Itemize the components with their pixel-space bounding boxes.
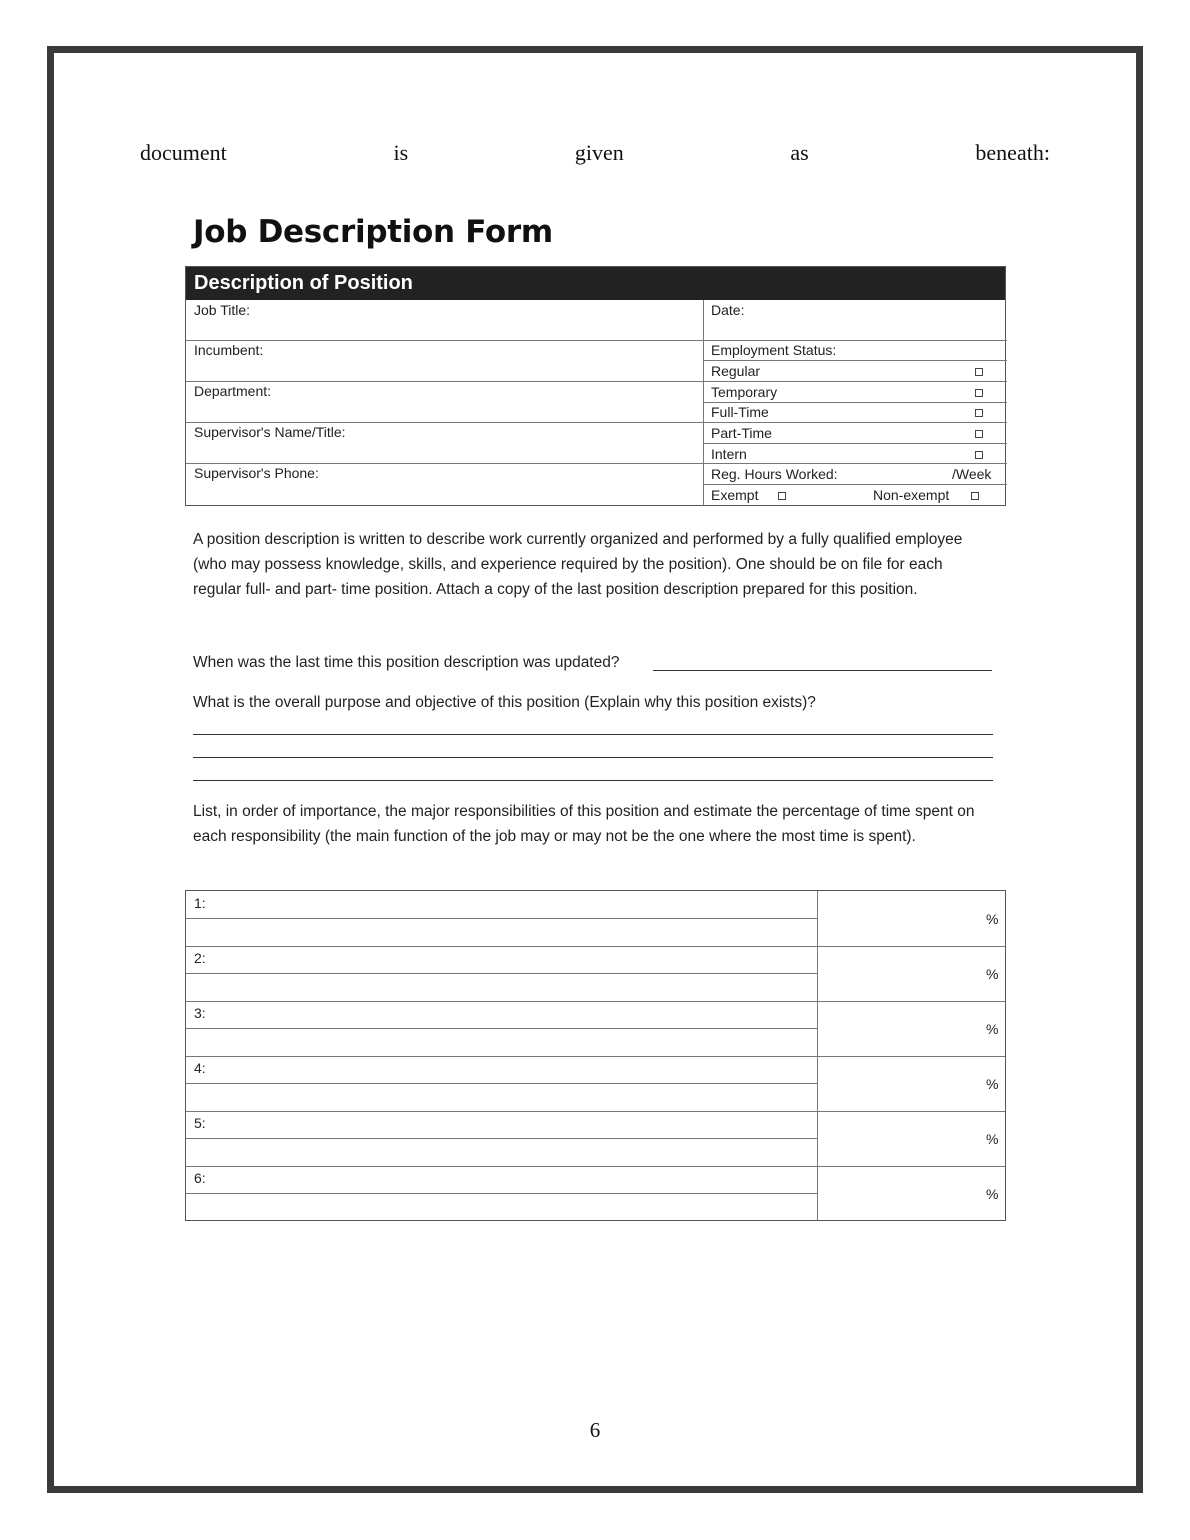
exempt-checkbox[interactable] bbox=[778, 492, 786, 500]
hours-unit: /Week bbox=[952, 466, 992, 482]
purpose-question: What is the overall purpose and objective of this position (Explain why this position exists)? bbox=[193, 694, 816, 711]
row-divider bbox=[703, 381, 1007, 382]
page-frame bbox=[47, 46, 1143, 1493]
lead-word: document bbox=[140, 140, 227, 165]
lead-line bbox=[140, 140, 1050, 166]
percent-field[interactable]: % bbox=[986, 1076, 999, 1092]
percent-field[interactable]: % bbox=[986, 1186, 999, 1202]
row-divider bbox=[703, 340, 1007, 341]
responsibility-number: 1: bbox=[194, 895, 206, 911]
intro-paragraph: A position description is written to describe work currently organized and performed by a fully qualified employee (who may possess knowledge, skills, and experience required by the position). One should be on file for each regular full- and part- time position. Attach a copy of the last position description prepared for this position. bbox=[193, 531, 963, 598]
row-divider bbox=[186, 422, 703, 423]
responsibility-number: 3: bbox=[194, 1005, 206, 1021]
part-time-checkbox[interactable] bbox=[975, 430, 983, 438]
row-divider bbox=[186, 1111, 1005, 1112]
status-option-label: Temporary bbox=[711, 384, 778, 400]
employment-status-label: Employment Status: bbox=[711, 342, 837, 358]
lead-word: as bbox=[790, 140, 809, 165]
row-divider bbox=[186, 1028, 817, 1029]
status-option-label: Intern bbox=[711, 446, 747, 462]
row-divider bbox=[703, 360, 1007, 361]
section-header: Description of Position bbox=[186, 267, 1005, 300]
purpose-answer-line[interactable] bbox=[193, 780, 993, 781]
row-divider bbox=[186, 340, 703, 341]
intern-checkbox[interactable] bbox=[975, 451, 983, 459]
non-exempt-checkbox[interactable] bbox=[971, 492, 979, 500]
column-divider bbox=[703, 300, 704, 506]
purpose-answer-line[interactable] bbox=[193, 734, 993, 735]
supervisor-phone-field[interactable]: Supervisor's Phone: bbox=[194, 465, 319, 481]
row-divider bbox=[186, 463, 703, 464]
last-updated-answer-line[interactable] bbox=[653, 670, 992, 671]
department-field[interactable]: Department: bbox=[194, 383, 272, 399]
row-divider bbox=[703, 422, 1007, 423]
responsibility-number: 5: bbox=[194, 1115, 206, 1131]
temporary-checkbox[interactable] bbox=[975, 389, 983, 397]
row-divider bbox=[186, 1193, 817, 1194]
responsibility-number: 6: bbox=[194, 1170, 206, 1186]
percent-field[interactable]: % bbox=[986, 911, 999, 927]
lead-word: is bbox=[393, 140, 409, 165]
position-description-table bbox=[185, 266, 1006, 506]
status-option-label: Full-Time bbox=[711, 404, 769, 420]
purpose-answer-line[interactable] bbox=[193, 757, 993, 758]
status-option-label: Regular bbox=[711, 363, 761, 379]
row-divider bbox=[186, 918, 817, 919]
responsibilities-table bbox=[185, 890, 1006, 1221]
incumbent-field[interactable]: Incumbent: bbox=[194, 342, 264, 358]
status-option-label: Part-Time bbox=[711, 425, 772, 441]
responsibility-number: 4: bbox=[194, 1060, 206, 1076]
job-title-field[interactable]: Job Title: bbox=[194, 302, 251, 318]
hours-worked-label: Reg. Hours Worked: bbox=[711, 466, 838, 482]
row-divider bbox=[186, 1001, 1005, 1002]
row-divider bbox=[186, 1083, 817, 1084]
row-divider bbox=[703, 402, 1007, 403]
page-number: 6 bbox=[589, 1418, 601, 1442]
row-divider bbox=[703, 463, 1007, 464]
exempt-label: Exempt bbox=[711, 487, 759, 503]
row-divider bbox=[186, 1056, 1005, 1057]
percent-field[interactable]: % bbox=[986, 1131, 999, 1147]
non-exempt-label: Non-exempt bbox=[873, 487, 950, 503]
full-time-checkbox[interactable] bbox=[975, 409, 983, 417]
row-divider bbox=[186, 946, 1005, 947]
last-updated-question: When was the last time this position description was updated? bbox=[193, 654, 620, 671]
form-title: Job Description Form bbox=[193, 214, 553, 250]
lead-word: given bbox=[574, 140, 624, 165]
row-divider bbox=[703, 443, 1007, 444]
row-divider bbox=[186, 973, 817, 974]
responsibilities-intro: List, in order of importance, the major responsibilities of this position and estimate the percentage of time spent on each responsibility (the main function of the job may or may not be the one where the most time is spent). bbox=[193, 803, 975, 845]
percent-field[interactable]: % bbox=[986, 966, 999, 982]
row-divider bbox=[186, 1138, 817, 1139]
responsibility-number: 2: bbox=[194, 950, 206, 966]
row-divider bbox=[186, 381, 703, 382]
supervisor-name-field[interactable]: Supervisor's Name/Title: bbox=[194, 424, 346, 440]
lead-word: beneath: bbox=[975, 140, 1050, 165]
percent-field[interactable]: % bbox=[986, 1021, 999, 1037]
row-divider bbox=[703, 484, 1007, 485]
regular-checkbox[interactable] bbox=[975, 368, 983, 376]
date-field[interactable]: Date: bbox=[711, 302, 745, 318]
row-divider bbox=[186, 1166, 1005, 1167]
